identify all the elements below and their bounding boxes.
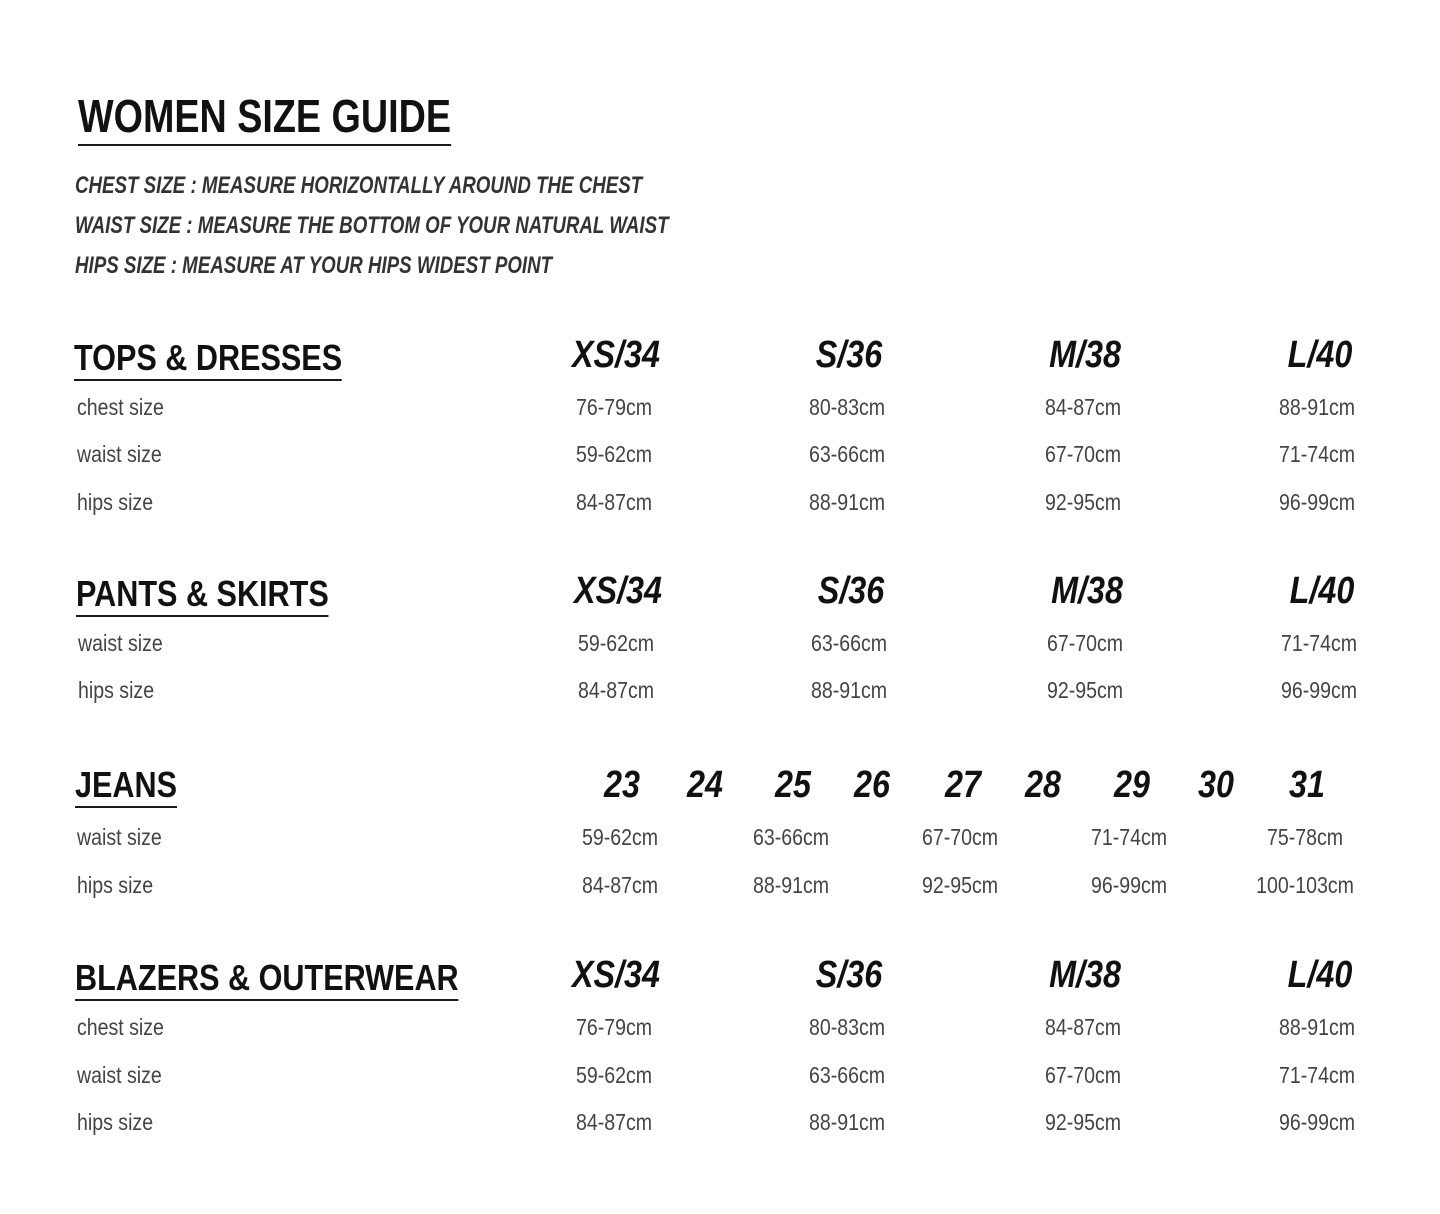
table-cell: 59-62cm: [581, 824, 659, 850]
table-cell: 92-95cm: [921, 872, 999, 898]
size-header-31: 31: [1289, 764, 1325, 806]
row-label-waist: waist size: [77, 824, 162, 850]
size-header-24: 24: [687, 764, 723, 806]
size-header-l40: L/40: [1287, 334, 1353, 376]
size-header-m38: M/38: [1049, 334, 1121, 376]
size-header-s36: S/36: [817, 570, 885, 612]
table-cell: 96-99cm: [1278, 1109, 1356, 1135]
table-cell: 63-66cm: [808, 441, 886, 467]
size-header-s36: S/36: [815, 954, 883, 996]
table-cell: 84-87cm: [1044, 1014, 1122, 1040]
instruction-chest: CHEST SIZE : MEASURE HORIZONTALLY AROUND THE CHEST: [75, 172, 643, 199]
table-cell: 96-99cm: [1280, 677, 1358, 703]
row-label-waist: waist size: [77, 1062, 162, 1088]
table-cell: 84-87cm: [575, 489, 653, 515]
size-header-25: 25: [775, 764, 811, 806]
section-title-blazers-outerwear: BLAZERS & OUTERWEAR: [75, 958, 459, 1001]
size-header-xs34: XS/34: [573, 570, 663, 612]
size-header-29: 29: [1114, 764, 1150, 806]
table-cell: 59-62cm: [575, 1062, 653, 1088]
row-label-hips: hips size: [77, 489, 154, 515]
page-title: WOMEN SIZE GUIDE: [78, 92, 451, 146]
table-cell: 92-95cm: [1044, 1109, 1122, 1135]
size-header-xs34: XS/34: [571, 954, 661, 996]
row-label-hips: hips size: [77, 872, 154, 898]
row-label-waist: waist size: [77, 441, 162, 467]
table-cell: 71-74cm: [1280, 630, 1358, 656]
table-cell: 76-79cm: [575, 1014, 653, 1040]
table-cell: 63-66cm: [752, 824, 830, 850]
size-header-27: 27: [945, 764, 981, 806]
table-cell: 92-95cm: [1044, 489, 1122, 515]
table-cell: 88-91cm: [808, 489, 886, 515]
table-cell: 84-87cm: [581, 872, 659, 898]
table-cell: 80-83cm: [808, 394, 886, 420]
table-cell: 71-74cm: [1278, 441, 1356, 467]
section-title-jeans: JEANS: [75, 765, 177, 808]
size-header-m38: M/38: [1049, 954, 1121, 996]
table-cell: 76-79cm: [575, 394, 653, 420]
row-label-hips: hips size: [78, 677, 155, 703]
table-cell: 96-99cm: [1278, 489, 1356, 515]
table-cell: 67-70cm: [1046, 630, 1124, 656]
table-cell: 71-74cm: [1278, 1062, 1356, 1088]
measurement-instructions: [75, 172, 836, 292]
table-cell: 84-87cm: [575, 1109, 653, 1135]
section-title-pants-skirts: PANTS & SKIRTS: [76, 574, 329, 617]
table-cell: 88-91cm: [808, 1109, 886, 1135]
table-cell: 88-91cm: [752, 872, 830, 898]
table-cell: 63-66cm: [808, 1062, 886, 1088]
table-cell: 88-91cm: [1278, 394, 1356, 420]
table-cell: 88-91cm: [1278, 1014, 1356, 1040]
size-header-m38: M/38: [1051, 570, 1123, 612]
row-label-chest: chest size: [77, 1014, 164, 1040]
table-cell: 92-95cm: [1046, 677, 1124, 703]
table-cell: 84-87cm: [577, 677, 655, 703]
instruction-waist: WAIST SIZE : MEASURE THE BOTTOM OF YOUR NATURAL WAIST: [75, 212, 669, 239]
section-title-tops-dresses: TOPS & DRESSES: [74, 338, 342, 381]
size-header-28: 28: [1025, 764, 1061, 806]
table-cell: 80-83cm: [808, 1014, 886, 1040]
table-cell: 100-103cm: [1256, 872, 1354, 898]
size-header-xs34: XS/34: [571, 334, 661, 376]
size-header-l40: L/40: [1289, 570, 1355, 612]
table-cell: 63-66cm: [810, 630, 888, 656]
table-cell: 71-74cm: [1090, 824, 1168, 850]
table-cell: 59-62cm: [575, 441, 653, 467]
row-label-hips: hips size: [77, 1109, 154, 1135]
row-label-waist: waist size: [78, 630, 163, 656]
table-cell: 96-99cm: [1090, 872, 1168, 898]
table-cell: 75-78cm: [1266, 824, 1344, 850]
table-cell: 67-70cm: [1044, 441, 1122, 467]
size-header-s36: S/36: [815, 334, 883, 376]
table-cell: 84-87cm: [1044, 394, 1122, 420]
row-label-chest: chest size: [77, 394, 164, 420]
table-cell: 67-70cm: [921, 824, 999, 850]
size-header-30: 30: [1198, 764, 1234, 806]
size-header-l40: L/40: [1287, 954, 1353, 996]
size-header-23: 23: [604, 764, 640, 806]
table-cell: 67-70cm: [1044, 1062, 1122, 1088]
instruction-hips: HIPS SIZE : MEASURE AT YOUR HIPS WIDEST POINT: [75, 252, 553, 279]
size-header-26: 26: [854, 764, 890, 806]
table-cell: 88-91cm: [810, 677, 888, 703]
table-cell: 59-62cm: [577, 630, 655, 656]
